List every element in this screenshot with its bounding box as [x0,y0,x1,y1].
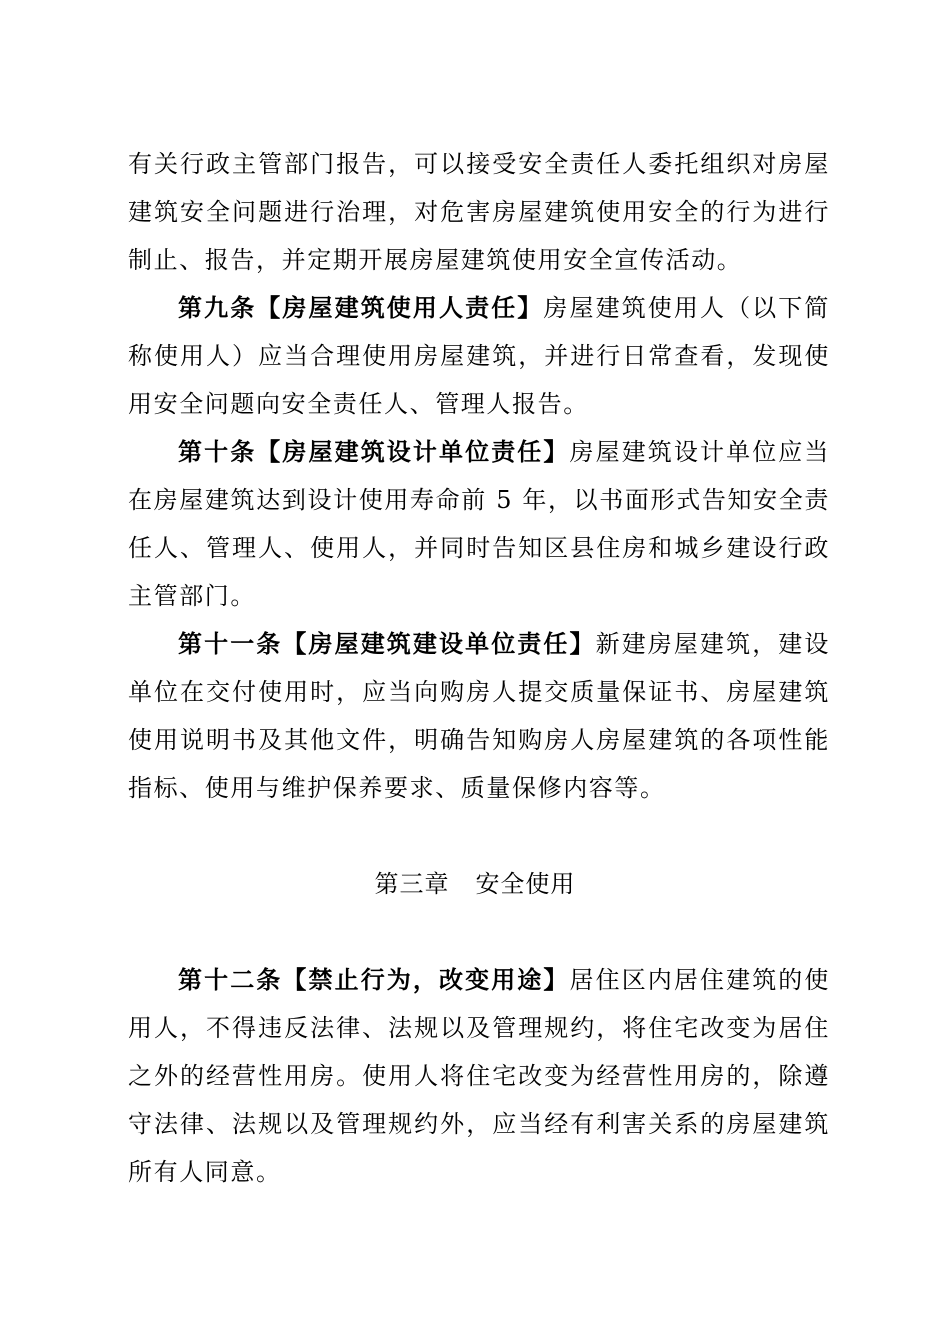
article-12-heading: 第十二条【禁止行为，改变用途】 [178,965,570,994]
article-12 [128,956,830,1196]
article-9-heading: 第九条【房屋建筑使用人责任】 [178,293,544,322]
paragraph-continuation: 有关行政主管部门报告，可以接受安全责任人委托组织对房屋建筑安全问题进行治理，对危害房屋建筑使用安全的行为进行制止、报告，并定期开展房屋建筑使用安全宣传活动。 [128,150,830,274]
article-10-heading: 第十条【房屋建筑设计单位责任】 [178,437,570,466]
article-11 [128,620,830,812]
chapter-title: 安全使用 [475,870,576,898]
chapter-heading [0,860,950,908]
article-11-heading: 第十一条【房屋建筑建设单位责任】 [178,629,596,658]
article-12-body: 居住区内居住建筑的使用人，不得违反法律、法规以及管理规约，将住宅改变为居住之外的经营性用房。使用人将住宅改变为经营性用房的，除遵守法律、法规以及管理规约外，应当经有利害关系的房屋建筑所有人同意。 [128,966,830,1186]
article-10 [128,428,830,620]
chapter-number: 第三章 [374,870,450,898]
article-9 [128,284,830,428]
article-11-body: 新建房屋建筑，建设单位在交付使用时，应当向购房人提交质量保证书、房屋建筑使用说明书及其他文件，明确告知购房人房屋建筑的各项性能指标、使用与维护保养要求、质量保修内容等。 [128,630,830,802]
article-10-body: 房屋建筑设计单位应当在房屋建筑达到设计使用寿命前 5 年，以书面形式告知安全责任人、管理人、使用人，并同时告知区县住房和城乡建设行政主管部门。 [128,438,830,610]
article-9-body: 房屋建筑使用人（以下简称使用人）应当合理使用房屋建筑，并进行日常查看，发现使用安全问题向安全责任人、管理人报告。 [128,294,830,418]
